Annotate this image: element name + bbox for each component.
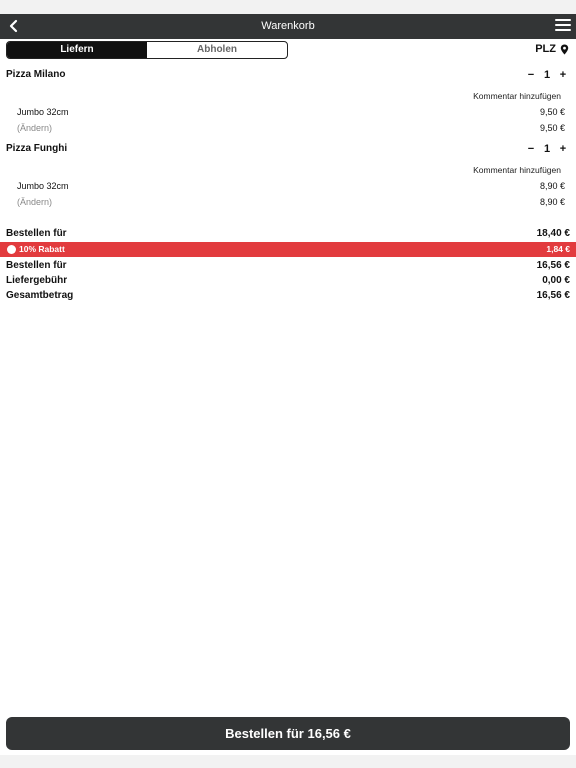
increase-button[interactable]: + bbox=[559, 143, 567, 155]
item-size: Jumbo 32cm bbox=[17, 107, 69, 117]
plz-label: PLZ bbox=[535, 43, 556, 55]
top-nav-bar bbox=[0, 14, 576, 39]
item-name: Pizza Milano bbox=[6, 69, 66, 80]
discount-value: 1,84 € bbox=[546, 244, 570, 254]
delivery-mode-switch bbox=[6, 41, 288, 59]
item-total: 8,90 € bbox=[539, 197, 565, 207]
checkout-button[interactable]: Bestellen für 16,56 € bbox=[6, 717, 570, 750]
subtotal-label: Bestellen für bbox=[6, 228, 67, 239]
back-chevron-icon[interactable] bbox=[6, 16, 22, 36]
quantity-stepper bbox=[524, 143, 570, 155]
item-size: Jumbo 32cm bbox=[17, 181, 69, 191]
page-title: Warenkorb bbox=[261, 20, 315, 32]
increase-button[interactable]: + bbox=[559, 69, 567, 81]
quantity-stepper bbox=[524, 69, 570, 81]
discount-label: 10% Rabatt bbox=[19, 244, 65, 254]
change-link[interactable]: (Ändern) bbox=[17, 197, 53, 207]
delivery-fee-value: 0,00 € bbox=[542, 275, 570, 286]
item-size-price: 9,50 € bbox=[539, 107, 565, 117]
discount-badge-icon bbox=[7, 245, 16, 254]
item-size-price: 8,90 € bbox=[539, 181, 565, 191]
item-name: Pizza Funghi bbox=[6, 143, 68, 154]
add-comment-link[interactable]: Kommentar hinzufügen bbox=[473, 91, 561, 101]
plz-selector[interactable] bbox=[535, 43, 569, 55]
total-label: Gesamtbetrag bbox=[6, 290, 74, 301]
tab-liefern[interactable]: Liefern bbox=[7, 42, 147, 58]
discounted-subtotal-value: 16,56 € bbox=[536, 260, 570, 271]
location-pin-icon bbox=[560, 44, 569, 55]
hamburger-menu-icon[interactable] bbox=[555, 19, 571, 33]
total-value: 16,56 € bbox=[536, 290, 570, 301]
decrease-button[interactable]: − bbox=[527, 69, 535, 81]
quantity-value: 1 bbox=[543, 143, 551, 155]
tab-abholen[interactable]: Abholen bbox=[197, 44, 237, 55]
status-bar bbox=[0, 0, 576, 14]
cart-item bbox=[0, 69, 576, 83]
item-total: 9,50 € bbox=[539, 123, 565, 133]
subtotal-value: 18,40 € bbox=[536, 228, 570, 239]
home-indicator-bar bbox=[0, 755, 576, 768]
quantity-value: 1 bbox=[543, 69, 551, 81]
add-comment-link[interactable]: Kommentar hinzufügen bbox=[473, 165, 561, 175]
decrease-button[interactable]: − bbox=[527, 143, 535, 155]
discounted-subtotal-label: Bestellen für bbox=[6, 260, 67, 271]
cart-item bbox=[0, 143, 576, 157]
change-link[interactable]: (Ändern) bbox=[17, 123, 53, 133]
discount-row bbox=[0, 242, 576, 257]
delivery-fee-label: Liefergebühr bbox=[6, 275, 68, 286]
